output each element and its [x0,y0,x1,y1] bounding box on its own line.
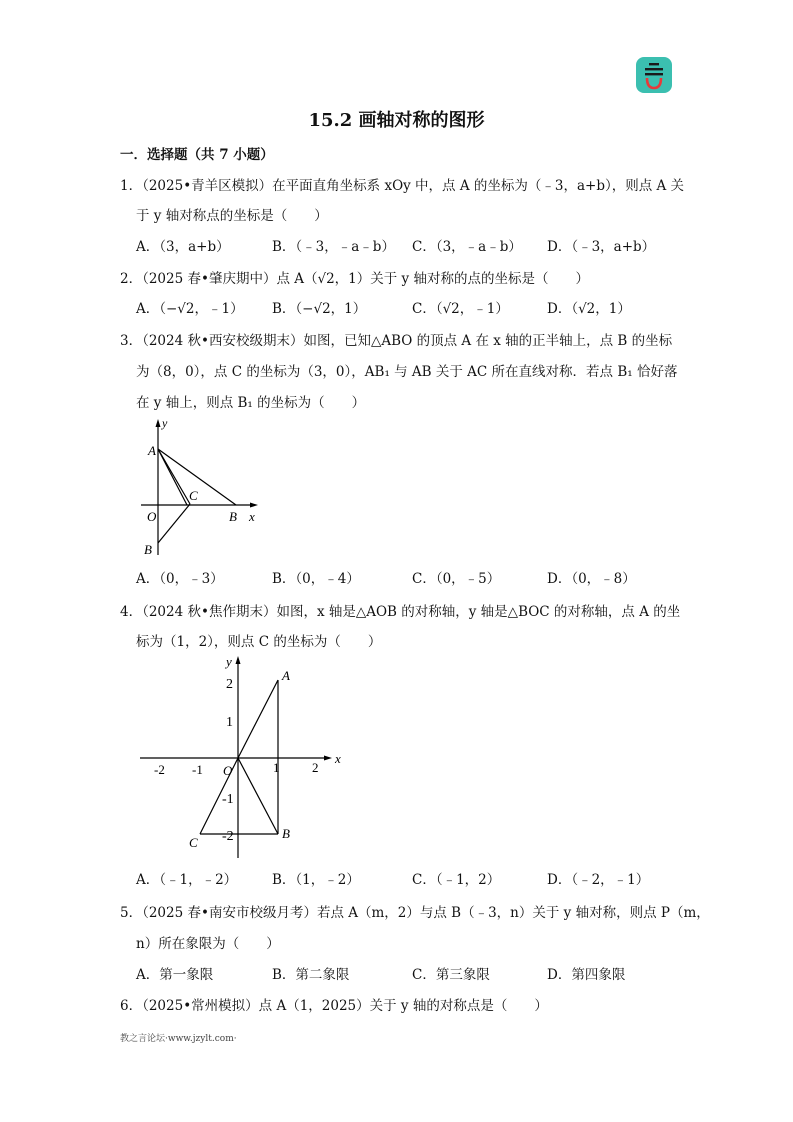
q3-stem-line1: 3．（2024 秋•西安校级期末）如图，已知△ABO 的顶点 A 在 x 轴的正半轴上，点 B 的坐标 [120,333,673,349]
q4-option-a[interactable]: A．（﹣1，﹣2） [136,872,238,888]
q3-label-c: C [189,488,198,503]
q5-stem-line1: 5．（2025 春•南安市校级月考）若点 A（m，2）与点 B（﹣3，n）关于 y 轴对称，则点 P（m， [120,905,710,921]
q4-tick-m2: -2 [222,829,234,844]
q3-stem-line3: 在 y 轴上，则点 B₁ 的坐标为（ ） [136,395,366,411]
q5-option-b[interactable]: B．第二象限 [272,967,350,983]
q4-x-arrow [324,756,332,761]
q4-figure [136,650,356,862]
q4-option-d[interactable]: D．（﹣2，﹣1） [547,872,650,888]
q4-option-b[interactable]: B．（1，﹣2） [272,872,360,888]
q4-xtick-m1: -1 [192,762,203,777]
q1-option-b[interactable]: B．（﹣3，﹣a﹣b） [272,239,395,255]
q4-label-c: C [189,835,198,850]
q1-stem-line2: 于 y 轴对称点的坐标是（ ） [136,208,328,224]
q3-label-o: O [147,509,157,524]
q5-option-d[interactable]: D．第四象限 [547,967,626,983]
q4-option-c[interactable]: C．（﹣1，2） [412,872,501,888]
q6-stem-line1: 6．（2025•常州模拟）点 A（1，2025）关于 y 轴的对称点是（ ） [120,998,548,1014]
q4-xtick-2: 2 [312,760,319,775]
page-title: 15.2 画轴对称的图形 [308,110,485,131]
q3-option-c[interactable]: C．（0，﹣5） [412,571,501,587]
q2-option-c[interactable]: C．（√2，﹣1） [412,301,509,317]
section-heading: 一．选择题（共 7 小题） [120,147,274,163]
q1-option-a[interactable]: A．（3，a+b） [136,239,230,255]
q4-label-o: O [223,763,233,778]
q3-y-arrow [156,419,161,427]
q2-option-a[interactable]: A．（−√2，﹣1） [136,301,244,317]
q4-label-y: y [226,654,232,669]
q5-option-c[interactable]: C．第三象限 [412,967,490,983]
q4-tick-1: 1 [226,715,233,730]
q4-xtick-m2: -2 [154,762,165,777]
q3-segment-ac2 [158,449,190,504]
q3-label-x: x [249,509,255,524]
q4-y-arrow [236,656,241,664]
q4-label-b: B [282,826,290,841]
q3-option-b[interactable]: B．（0，﹣4） [272,571,360,587]
q3-option-a[interactable]: A．（0，﹣3） [136,571,224,587]
q1-option-d[interactable]: D．（﹣3，a+b） [547,239,656,255]
q1-option-c[interactable]: C．（3，﹣a﹣b） [412,239,522,255]
q2-option-b[interactable]: B．（−√2，1） [272,301,367,317]
q4-xtick-1: 1 [273,760,280,775]
q3-label-y: y [162,416,168,430]
q5-option-a[interactable]: A．第一象限 [136,967,214,983]
q4-label-x: x [335,751,341,766]
q4-segment-ob [238,758,278,834]
q2-option-d[interactable]: D．（√2，1） [547,301,631,317]
q5-stem-line2: n）所在象限为（ ） [136,936,280,952]
q1-stem-line1: 1．（2025•青羊区模拟）在平面直角坐标系 xOy 中，点 A 的坐标为（﹣3，a+b），则点 A 关 [120,178,685,194]
q3-stem-line2: 为（8，0），点 C 的坐标为（3，0），AB₁ 与 AB 关于 AC 所在直线对称．若点 B₁ 恰好落 [136,364,678,380]
q3-label-b1: B [144,542,152,557]
page-footer: 教之言论坛·www.jzylt.com· [120,1034,237,1044]
q4-tick-2: 2 [226,677,233,692]
q4-label-a: A [282,668,290,683]
q3-figure [136,415,276,565]
q3-segment-cb1 [158,504,190,543]
q3-option-d[interactable]: D．（0，﹣8） [547,571,636,587]
q3-label-a: A [148,443,156,458]
q2-stem-line1: 2．（2025 春•肇庆期中）点 A（√2，1）关于 y 轴对称的点的坐标是（ ） [120,271,589,287]
q3-x-arrow [250,503,258,508]
q4-stem-line2: 标为（1，2），则点 C 的坐标为（ ） [136,634,382,650]
jzy-logo-icon [636,57,672,93]
q4-stem-line1: 4．（2024 秋•焦作期末）如图，x 轴是△AOB 的对称轴，y 轴是△BOC 的对称轴，点 A 的坐 [120,604,681,620]
q3-label-b: B [229,509,237,524]
q4-segment-oa [238,680,278,758]
q4-tick-m1: -1 [222,792,234,807]
